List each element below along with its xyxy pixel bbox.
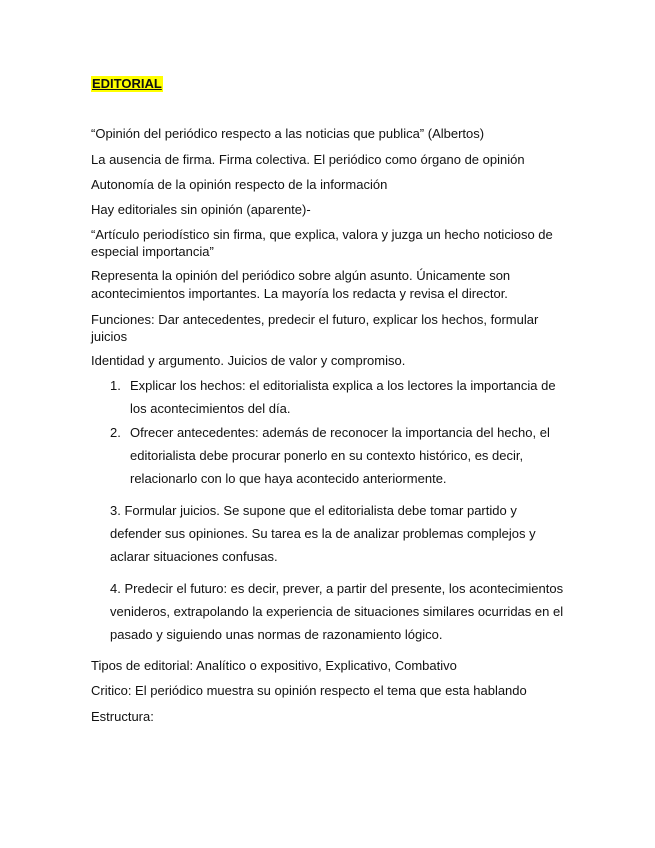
paragraph-funciones-line-1: Funciones: Dar antecedentes, predecir el futuro, explicar los hechos, formular <box>91 312 539 327</box>
item-4-line-1: 4. Predecir el futuro: es decir, prever, a partir del presente, los acontecimientos <box>110 581 564 596</box>
item-3-line-2: defender sus opiniones. Su tarea es la de analizar problemas complejos y <box>110 526 536 541</box>
paragraph-articulo-line-1: “Artículo periodístico sin firma, que explica, valora y juzga un hecho noticioso de <box>91 227 553 242</box>
paragraph-tipos-editorial: Tipos de editorial: Analítico o expositivo, Explicativo, Combativo <box>91 658 457 673</box>
paragraph-editoriales-sin-opinion: Hay editoriales sin opinión (aparente)- <box>91 202 311 217</box>
item-3-line-3: aclarar situaciones confusas. <box>110 549 278 564</box>
list-item-2-line-2: editorialista debe procurar ponerlo en su contexto histórico, es decir, <box>130 448 524 463</box>
paragraph-definition-albertos: “Opinión del periódico respecto a las noticias que publica” (Albertos) <box>91 126 485 141</box>
paragraph-critico: Critico: El periódico muestra su opinión respecto el tema que esta hablando <box>91 683 527 698</box>
list-number-2: 2. <box>110 425 121 440</box>
paragraph-estructura: Estructura: <box>91 709 154 724</box>
paragraph-autonomia: Autonomía de la opinión respecto de la información <box>91 177 388 192</box>
paragraph-representa-line-2: acontecimientos importantes. La mayoría los redacta y revisa el director. <box>91 286 508 301</box>
list-item-1-line-1: Explicar los hechos: el editorialista explica a los lectores la importancia de <box>130 378 556 393</box>
paragraph-ausencia-firma: La ausencia de firma. Firma colectiva. El periódico como órgano de opinión <box>91 152 525 167</box>
paragraph-funciones-line-2: juicios <box>91 329 128 344</box>
item-4-line-3: pasado y siguiendo unas normas de razonamiento lógico. <box>110 627 443 642</box>
list-item-2-line-1: Ofrecer antecedentes: además de reconocer la importancia del hecho, el <box>130 425 550 440</box>
list-item-1-line-2: los acontecimientos del día. <box>130 401 291 416</box>
document-title: EDITORIAL <box>92 76 162 91</box>
item-3-line-1: 3. Formular juicios. Se supone que el editorialista debe tomar partido y <box>110 503 517 518</box>
paragraph-articulo-line-2: especial importancia” <box>91 244 214 259</box>
paragraph-representa-line-1: Representa la opinión del periódico sobre algún asunto. Únicamente son <box>91 268 511 283</box>
list-number-1: 1. <box>110 378 121 393</box>
item-4-line-2: venideros, extrapolando la experiencia de situaciones similares ocurridas en el <box>110 604 564 619</box>
list-item-2-line-3: relacionarlo con lo que haya acontecido anteriormente. <box>130 471 447 486</box>
paragraph-identidad: Identidad y argumento. Juicios de valor y compromiso. <box>91 353 406 368</box>
